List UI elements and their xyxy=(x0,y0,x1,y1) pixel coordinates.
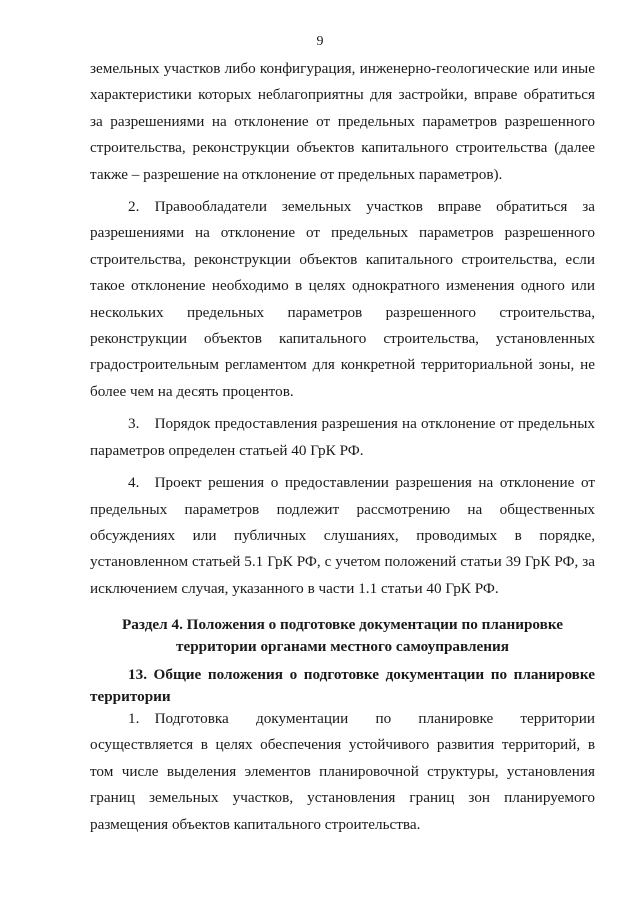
body-text-block xyxy=(90,56,595,602)
page-number: 9 xyxy=(316,34,324,49)
paragraph-item-4: 4. Проект решения о предоставлении разрешения на отклонение от предельных параметров подлежит рассмотрению на общественных обсуждениях или публичных слушаниях, проводимых в порядке, установленном статьей 5.1 ГрК РФ, с учетом положений статьи 39 ГрК РФ, за исключением случая, указанного в части 1.1 статьи 40 ГрК РФ. xyxy=(90,474,595,597)
article-paragraph-1: 1. Подготовка документации по планировке территории осуществляется в целях обеспечения устойчивого развития территорий, в том числе выделения элементов планировочной структуры, установления границ земельных участков, установления границ зон планируемого размещения объектов капитального строительства. xyxy=(90,710,595,833)
section-heading: Раздел 4. Положения о подготовке документации по планировке территории органами местного самоуправления xyxy=(122,616,563,655)
article-body-block xyxy=(90,706,595,838)
article-heading: 13. Общие положения о подготовке документации по планировке территории xyxy=(90,666,595,705)
paragraph-item-2: 2. Правообладатели земельных участков вправе обратиться за разрешениями на отклонение от предельных параметров разрешенного строительства, реконструкции объектов капитального строительства, если такое отклонение необходимо в целях однократного изменения одного или нескольких предельных параметров разрешенного строительства, реконструкции объектов капитального строительства, установленных градостроительным регламентом для конкретной территориальной зоны, не более чем на десять процентов. xyxy=(90,198,595,400)
paragraph-item-3: 3. Порядок предоставления разрешения на отклонение от предельных параметров определен статьей 40 ГрК РФ. xyxy=(90,415,595,459)
continuation-paragraph: земельных участков либо конфигурация, инженерно-геологические или иные характеристики которых неблагоприятны для застройки, вправе обратиться за разрешениями на отклонение от предельных параметров разрешенного строительства, реконструкции объектов капитального строительства (далее также – разрешение на отклонение от предельных параметров). xyxy=(90,60,595,183)
